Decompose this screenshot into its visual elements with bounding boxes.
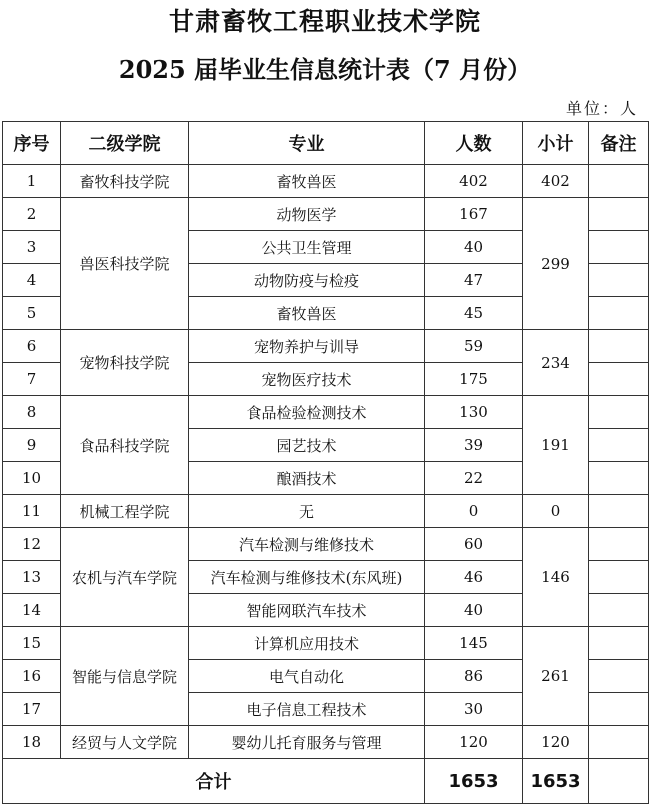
count-cell: 40 bbox=[425, 231, 523, 264]
remark-cell bbox=[589, 165, 649, 198]
seq-cell: 17 bbox=[3, 693, 61, 726]
seq-cell: 1 bbox=[3, 165, 61, 198]
table-row bbox=[3, 165, 649, 198]
table-row bbox=[3, 726, 649, 759]
table-header-row bbox=[3, 122, 649, 165]
remark-cell bbox=[589, 297, 649, 330]
table-row bbox=[3, 396, 649, 429]
college-cell: 食品科技学院 bbox=[61, 396, 189, 495]
remark-cell bbox=[589, 726, 649, 759]
seq-cell: 11 bbox=[3, 495, 61, 528]
major-cell: 汽车检测与维修技术 bbox=[189, 528, 425, 561]
total-subtotal: 1653 bbox=[523, 759, 589, 804]
count-cell: 60 bbox=[425, 528, 523, 561]
subtotal-cell: 261 bbox=[523, 627, 589, 726]
remark-cell bbox=[589, 561, 649, 594]
seq-cell: 5 bbox=[3, 297, 61, 330]
count-cell: 0 bbox=[425, 495, 523, 528]
college-cell: 智能与信息学院 bbox=[61, 627, 189, 726]
major-cell: 公共卫生管理 bbox=[189, 231, 425, 264]
seq-cell: 9 bbox=[3, 429, 61, 462]
count-cell: 120 bbox=[425, 726, 523, 759]
seq-cell: 10 bbox=[3, 462, 61, 495]
table-row bbox=[3, 330, 649, 363]
header-college: 二级学院 bbox=[61, 122, 189, 165]
count-cell: 40 bbox=[425, 594, 523, 627]
major-cell: 汽车检测与维修技术(东风班) bbox=[189, 561, 425, 594]
subtotal-cell: 234 bbox=[523, 330, 589, 396]
count-cell: 59 bbox=[425, 330, 523, 363]
major-cell: 婴幼儿托育服务与管理 bbox=[189, 726, 425, 759]
subtotal-cell: 120 bbox=[523, 726, 589, 759]
major-cell: 宠物养护与训导 bbox=[189, 330, 425, 363]
graduate-statistics-table bbox=[2, 121, 649, 804]
table-row bbox=[3, 627, 649, 660]
header-subtotal: 小计 bbox=[523, 122, 589, 165]
count-cell: 47 bbox=[425, 264, 523, 297]
seq-cell: 7 bbox=[3, 363, 61, 396]
college-cell: 宠物科技学院 bbox=[61, 330, 189, 396]
seq-cell: 3 bbox=[3, 231, 61, 264]
remark-cell bbox=[589, 363, 649, 396]
major-cell: 畜牧兽医 bbox=[189, 297, 425, 330]
seq-cell: 12 bbox=[3, 528, 61, 561]
header-count: 人数 bbox=[425, 122, 523, 165]
subtotal-cell: 146 bbox=[523, 528, 589, 627]
header-seq: 序号 bbox=[3, 122, 61, 165]
major-cell: 食品检验检测技术 bbox=[189, 396, 425, 429]
count-cell: 167 bbox=[425, 198, 523, 231]
remark-cell bbox=[589, 264, 649, 297]
remark-cell bbox=[589, 693, 649, 726]
total-count: 1653 bbox=[425, 759, 523, 804]
seq-cell: 13 bbox=[3, 561, 61, 594]
count-cell: 145 bbox=[425, 627, 523, 660]
count-cell: 86 bbox=[425, 660, 523, 693]
count-cell: 45 bbox=[425, 297, 523, 330]
major-cell: 无 bbox=[189, 495, 425, 528]
major-cell: 电气自动化 bbox=[189, 660, 425, 693]
remark-cell bbox=[589, 495, 649, 528]
seq-cell: 4 bbox=[3, 264, 61, 297]
remark-cell bbox=[589, 594, 649, 627]
count-cell: 46 bbox=[425, 561, 523, 594]
major-cell: 畜牧兽医 bbox=[189, 165, 425, 198]
remark-cell bbox=[589, 462, 649, 495]
count-cell: 130 bbox=[425, 396, 523, 429]
count-cell: 22 bbox=[425, 462, 523, 495]
college-cell: 机械工程学院 bbox=[61, 495, 189, 528]
header-major: 专业 bbox=[189, 122, 425, 165]
seq-cell: 8 bbox=[3, 396, 61, 429]
seq-cell: 2 bbox=[3, 198, 61, 231]
remark-cell bbox=[589, 627, 649, 660]
remark-cell bbox=[589, 330, 649, 363]
major-cell: 动物医学 bbox=[189, 198, 425, 231]
subtotal-cell: 299 bbox=[523, 198, 589, 330]
document-subtitle: 2025 届毕业生信息统计表（7 月份） bbox=[118, 55, 532, 84]
remark-cell bbox=[589, 660, 649, 693]
major-cell: 宠物医疗技术 bbox=[189, 363, 425, 396]
remark-cell bbox=[589, 528, 649, 561]
college-cell: 农机与汽车学院 bbox=[61, 528, 189, 627]
total-label: 合计 bbox=[3, 759, 425, 804]
remark-cell bbox=[589, 231, 649, 264]
seq-cell: 16 bbox=[3, 660, 61, 693]
table-row bbox=[3, 495, 649, 528]
major-cell: 计算机应用技术 bbox=[189, 627, 425, 660]
remark-cell bbox=[589, 396, 649, 429]
remark-cell bbox=[589, 429, 649, 462]
total-row bbox=[3, 759, 649, 804]
table-row bbox=[3, 198, 649, 231]
table-row bbox=[3, 528, 649, 561]
seq-cell: 18 bbox=[3, 726, 61, 759]
count-cell: 402 bbox=[425, 165, 523, 198]
remark-cell bbox=[589, 198, 649, 231]
subtotal-cell: 191 bbox=[523, 396, 589, 495]
unit-label: 单位：人 bbox=[565, 99, 638, 118]
seq-cell: 14 bbox=[3, 594, 61, 627]
major-cell: 园艺技术 bbox=[189, 429, 425, 462]
total-remark bbox=[589, 759, 649, 804]
count-cell: 30 bbox=[425, 693, 523, 726]
seq-cell: 6 bbox=[3, 330, 61, 363]
college-cell: 畜牧科技学院 bbox=[61, 165, 189, 198]
college-cell: 经贸与人文学院 bbox=[61, 726, 189, 759]
document-title: 甘肃畜牧工程职业技术学院 bbox=[168, 7, 481, 36]
count-cell: 39 bbox=[425, 429, 523, 462]
college-cell: 兽医科技学院 bbox=[61, 198, 189, 330]
major-cell: 动物防疫与检疫 bbox=[189, 264, 425, 297]
header-remark: 备注 bbox=[589, 122, 649, 165]
subtotal-cell: 0 bbox=[523, 495, 589, 528]
major-cell: 酿酒技术 bbox=[189, 462, 425, 495]
count-cell: 175 bbox=[425, 363, 523, 396]
major-cell: 智能网联汽车技术 bbox=[189, 594, 425, 627]
major-cell: 电子信息工程技术 bbox=[189, 693, 425, 726]
subtotal-cell: 402 bbox=[523, 165, 589, 198]
seq-cell: 15 bbox=[3, 627, 61, 660]
